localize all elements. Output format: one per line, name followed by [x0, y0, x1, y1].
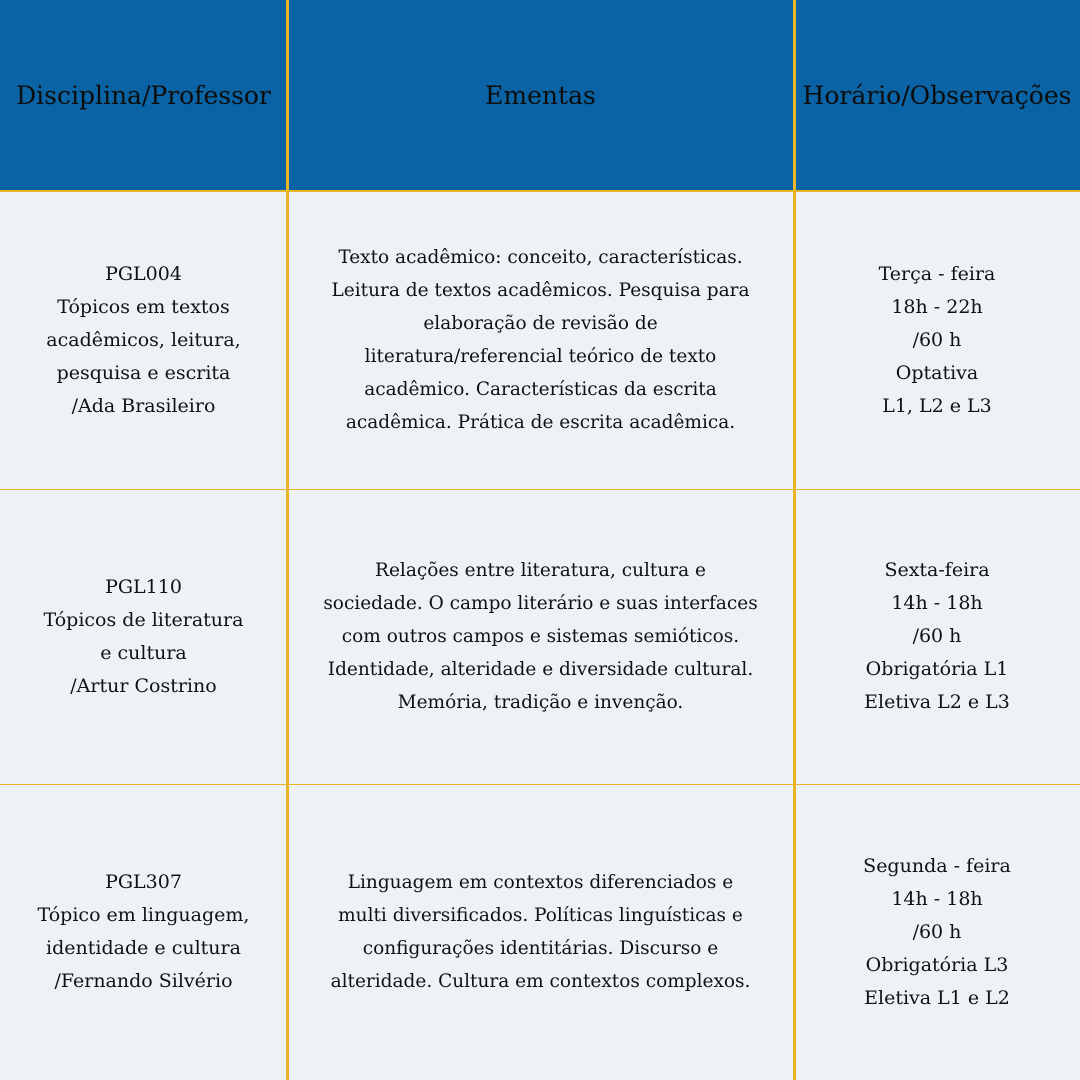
disciplina-line: pesquisa e escrita	[56, 361, 231, 384]
header-horario-label: Horário/Observações	[802, 81, 1072, 110]
table-row-3-ementa	[287, 784, 794, 1080]
table-row-2-disciplina	[0, 489, 287, 784]
disciplina-line: e cultura	[100, 641, 187, 664]
row-divider	[0, 784, 1080, 785]
header-disciplina	[0, 0, 287, 191]
header-horario	[794, 0, 1080, 191]
table-row-1-disciplina	[0, 191, 287, 489]
ementa-line: Identidade, alteridade e diversidade cultural.	[327, 659, 754, 680]
ementa-line: com outros campos e sistemas semióticos.	[341, 626, 740, 647]
table-row-3-horario	[794, 784, 1080, 1080]
disciplina-line: Tópicos de literatura	[43, 608, 244, 631]
ementa-line: alteridade. Cultura em contextos complexos.	[330, 971, 751, 992]
horario-type: Optativa	[895, 361, 979, 384]
horario-hours: /60 h	[912, 625, 962, 647]
header-ementas	[287, 0, 794, 191]
header-disciplina-label: Disciplina/Professor	[16, 81, 271, 110]
horario-day: Segunda - feira	[863, 854, 1011, 877]
disciplina-professor: /Artur Costrino	[70, 674, 217, 697]
column-divider	[286, 0, 289, 1080]
ementa-line: acadêmica. Prática de escrita acadêmica.	[345, 412, 736, 433]
horario-time: 14h - 18h	[891, 592, 983, 614]
ementa-line: Linguagem em contextos diferenciados e	[347, 872, 734, 893]
horario-lines: Eletiva L2 e L3	[864, 691, 1010, 713]
ementa-line: Memória, tradição e invenção.	[397, 692, 684, 713]
table-row-2-horario	[794, 489, 1080, 784]
ementa-line: elaboração de revisão de	[423, 313, 658, 334]
disciplina-code: PGL307	[105, 871, 182, 893]
row-divider	[0, 489, 1080, 490]
horario-time: 18h - 22h	[891, 295, 983, 318]
horario-day: Terça - feira	[878, 262, 996, 285]
horario-hours: /60 h	[912, 328, 962, 351]
ementa-line: Leitura de textos acadêmicos. Pesquisa para	[331, 280, 750, 301]
disciplina-line: Tópico em linguagem,	[37, 904, 250, 926]
horario-day: Sexta-feira	[884, 559, 990, 581]
disciplina-code: PGL110	[105, 575, 182, 598]
disciplina-line: acadêmicos, leitura,	[46, 328, 241, 351]
ementa-line: Texto acadêmico: conceito, características.	[338, 247, 743, 268]
disciplina-professor: /Ada Brasileiro	[71, 394, 216, 417]
row-divider	[0, 190, 1080, 192]
ementa-line: configurações identitárias. Discurso e	[362, 938, 719, 959]
table-row-2-ementa	[287, 489, 794, 784]
ementa-line: sociedade. O campo literário e suas interfaces	[323, 593, 758, 614]
table-row-1-horario	[794, 191, 1080, 489]
disciplina-line: identidade e cultura	[46, 937, 241, 959]
horario-hours: /60 h	[912, 920, 962, 943]
horario-lines: Eletiva L1 e L2	[864, 986, 1010, 1009]
header-ementas-label: Ementas	[485, 81, 596, 110]
table-row-3-disciplina	[0, 784, 287, 1080]
horario-type: Obrigatória L3	[865, 953, 1009, 976]
disciplina-code: PGL004	[105, 262, 182, 285]
column-divider	[793, 0, 796, 1080]
disciplina-professor: /Fernando Silvério	[54, 970, 233, 992]
table-row-1-ementa	[287, 191, 794, 489]
horario-type: Obrigatória L1	[865, 658, 1009, 680]
ementa-line: Relações entre literatura, cultura e	[375, 560, 706, 581]
ementa-line: acadêmico. Características da escrita	[364, 379, 717, 400]
horario-lines: L1, L2 e L3	[882, 394, 992, 417]
disciplina-line: Tópicos em textos	[57, 295, 230, 318]
ementa-line: literatura/referencial teórico de texto	[364, 346, 717, 367]
ementa-line: multi diversificados. Políticas linguísticas e	[338, 905, 743, 926]
horario-time: 14h - 18h	[891, 887, 983, 910]
